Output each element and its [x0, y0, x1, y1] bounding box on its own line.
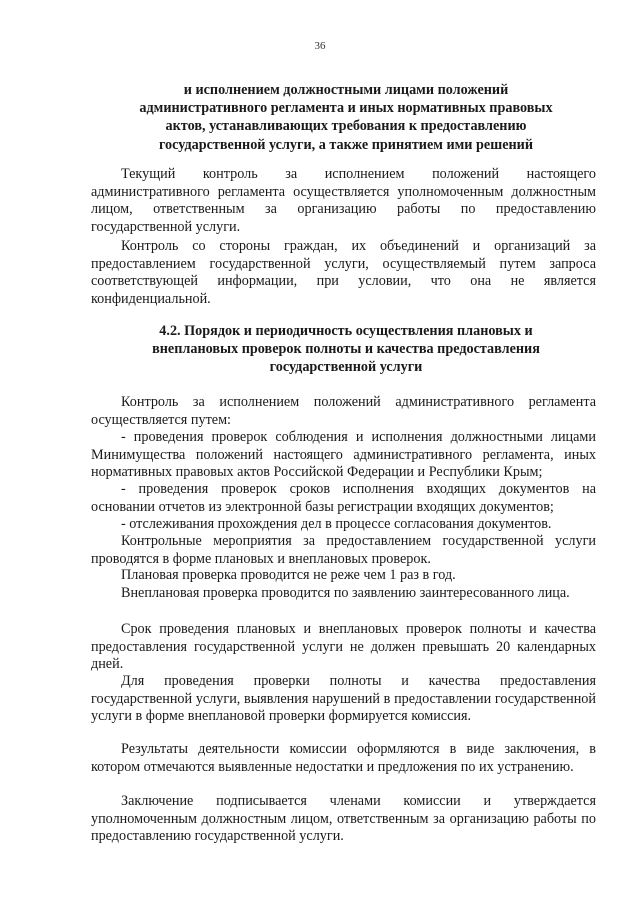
heading-line: внеплановых проверок полноты и качества предоставления — [152, 341, 540, 358]
heading-line: административного регламента и иных нормативных правовых — [139, 100, 553, 117]
paragraph: Плановая проверка проводится не реже чем 1 раз в год. — [121, 567, 456, 583]
heading-line: государственной услуги, а также принятием ими решений — [158, 136, 534, 153]
list-item: - проведения проверок соблюдения и исполнения должностными лицами Минимущества положений настоящего административного регламента, иных нормативных правовых актов Российской Федерации и Республики Крым; — [91, 429, 596, 480]
paragraph: Срок проведения плановых и внеплановых проверок полноты и качества предоставления государственной услуги не должен превышать 20 календарных дней. — [91, 621, 596, 672]
paragraph: Контрольные мероприятия за предоставлением государственной услуги проводятся в форме плановых и внеплановых проверок. — [91, 533, 596, 567]
paragraph: Для проведения проверки полноты и качества предоставления государственной услуги, выявления нарушений в предоставлении государственной услуги в форме внеплановой проверки формируется комиссия. — [91, 673, 596, 724]
section-heading-4-2 — [96, 322, 596, 377]
paragraph: Заключение подписывается членами комиссии и утверждается уполномоченным должностным лицом, ответственным за организацию работы по предоставлению государственной услуги. — [91, 793, 596, 844]
heading-line: актов, устанавливающих требования к предоставлению — [165, 118, 527, 135]
paragraph: Контроль со стороны граждан, их объединений и организаций за предоставлением государственной услуги, осуществляемый путем запроса соответствующей информации, при условии, что она не является конфиденциальной. — [91, 238, 596, 307]
paragraph: Внеплановая проверка проводится по заявлению заинтересованного лица. — [121, 585, 570, 601]
list-item: - проведения проверок сроков исполнения входящих документов на основании отчетов из электронной базы регистрации входящих документов; — [91, 481, 596, 515]
section-heading-control — [96, 81, 596, 154]
heading-line: и исполнением должностными лицами положений — [183, 82, 509, 98]
paragraph: Результаты деятельности комиссии оформляются в виде заключения, в котором отмечаются выявленные недостатки и предложения по их устранению. — [91, 741, 596, 775]
list-item: - отслеживания прохождения дел в процессе согласования документов. — [121, 516, 552, 532]
page-number: 36 — [314, 40, 326, 52]
paragraph: Контроль за исполнением положений административного регламента осуществляется путем: — [91, 394, 596, 428]
heading-line: государственной услуги — [269, 359, 423, 376]
paragraph: Текущий контроль за исполнением положений настоящего административного регламента осуществляется уполномоченным должностным лицом, ответственным за организацию работы по предоставлению государственной услуги. — [91, 166, 596, 235]
heading-line: 4.2. Порядок и периодичность осуществления плановых и — [159, 323, 533, 339]
